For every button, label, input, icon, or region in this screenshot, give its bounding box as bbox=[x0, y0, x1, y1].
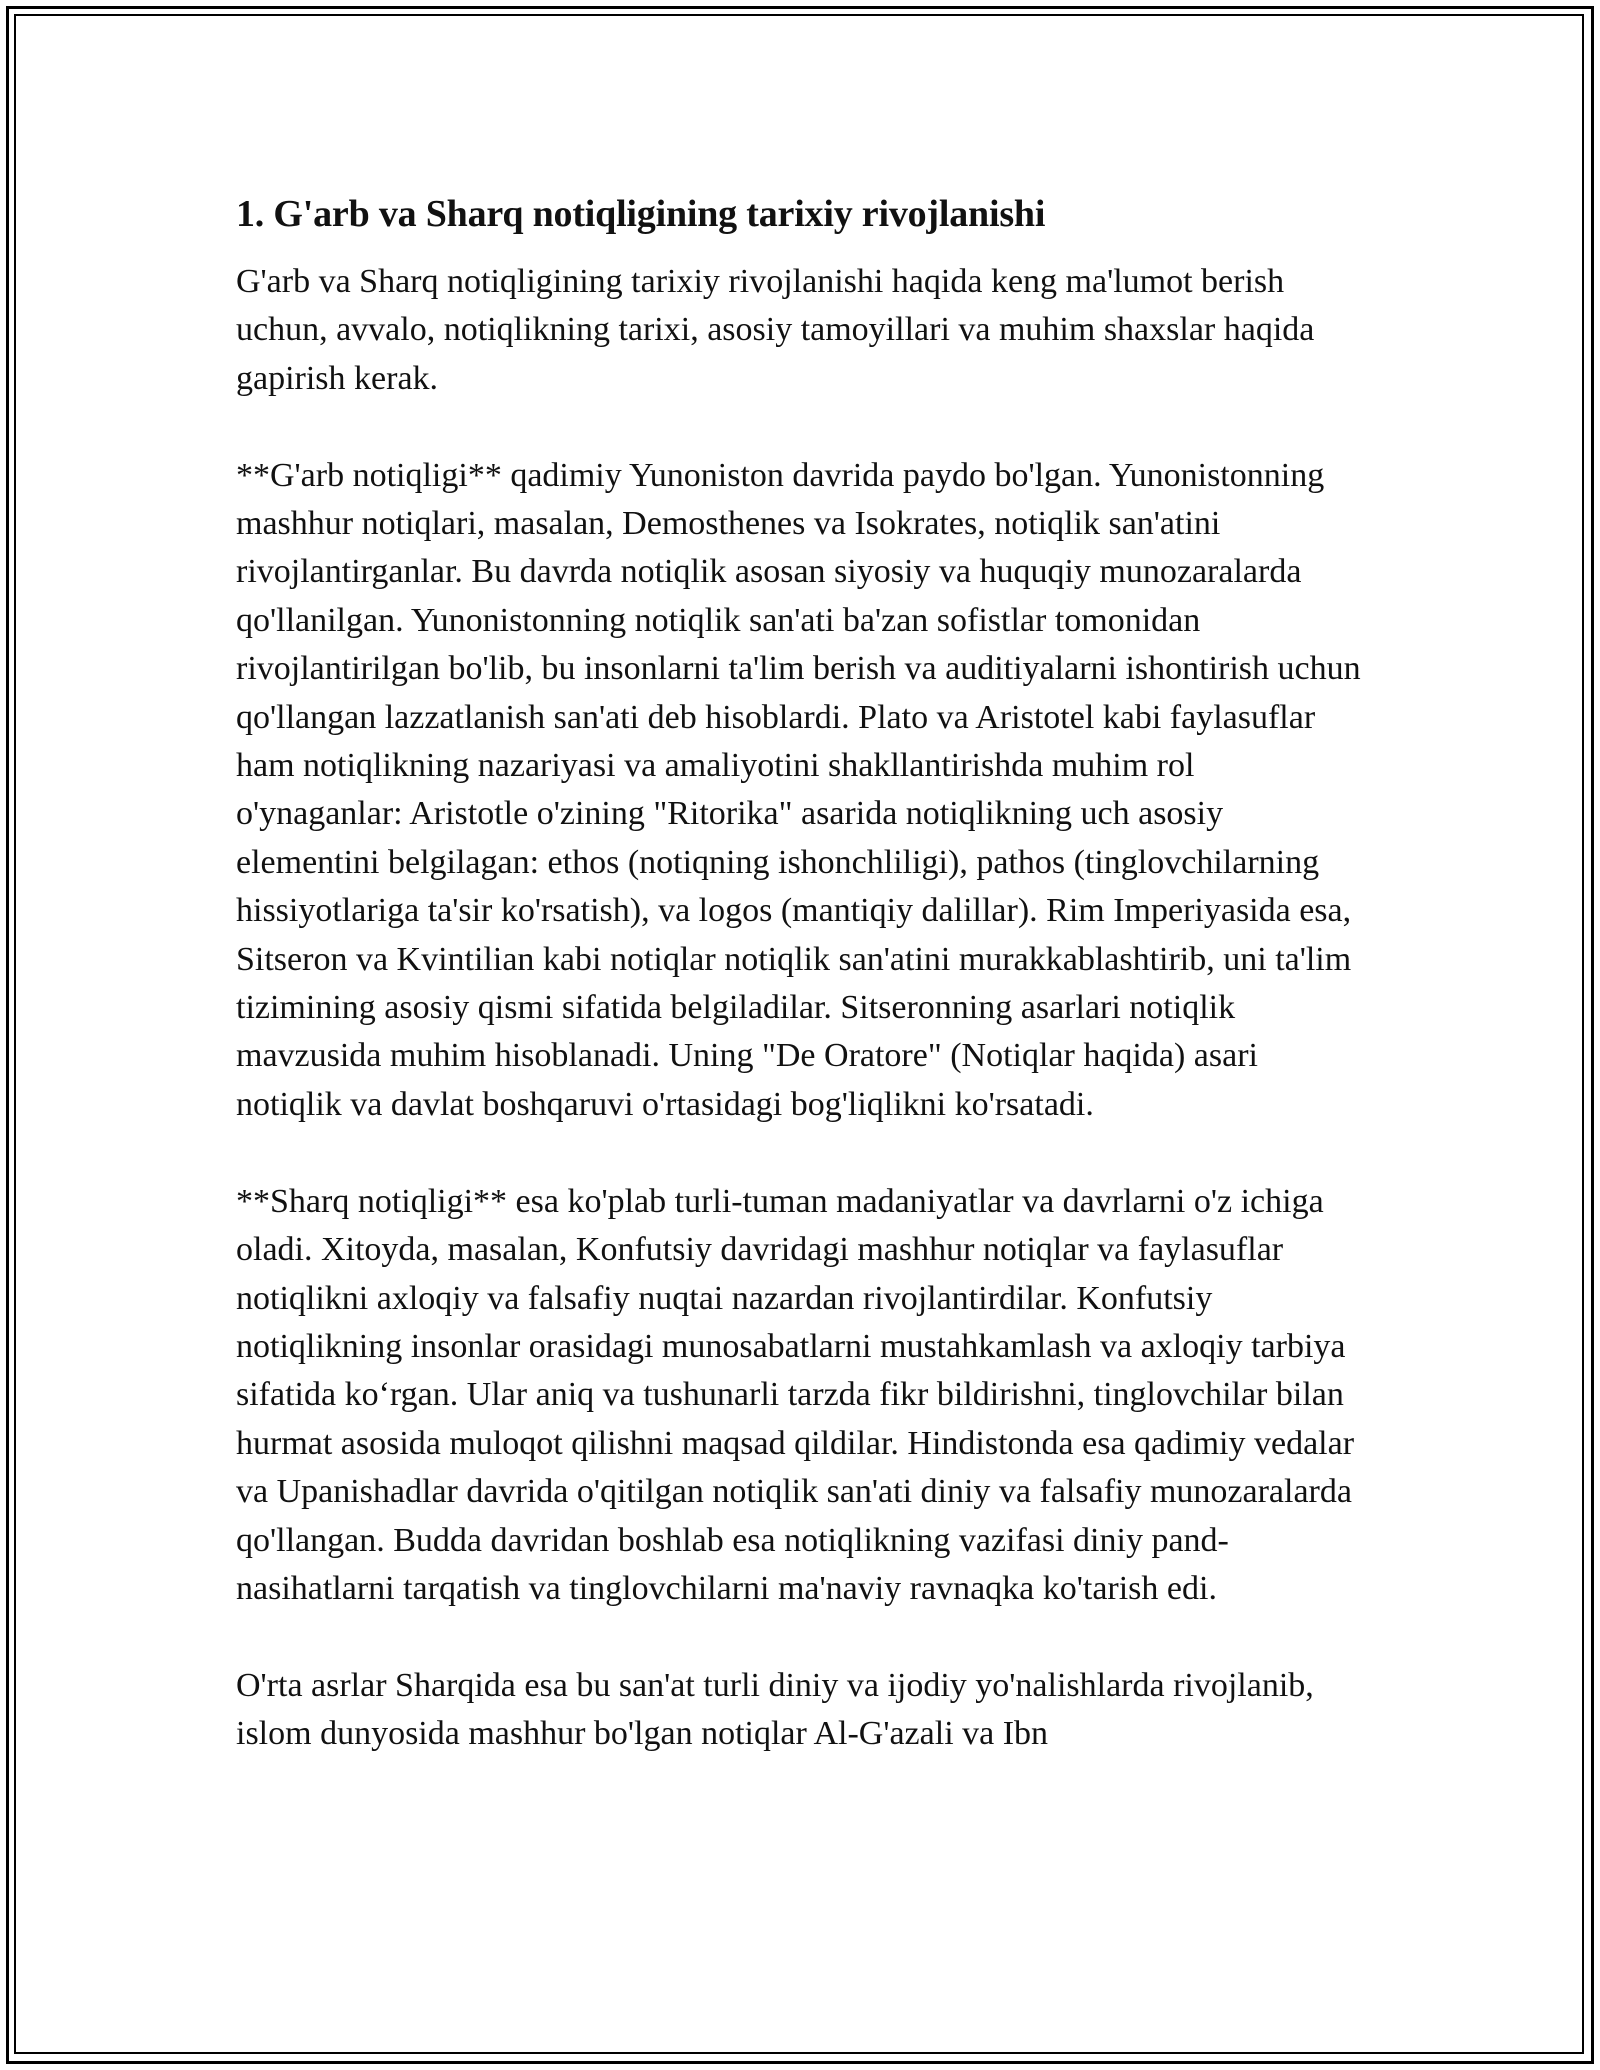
paragraph-medieval-east: O'rta asrlar Sharqida esa bu san'at turli diniy va ijodiy yo'nalishlarda rivojlanib, islom dunyosida mashhur bo'lgan notiqlar Al-G'azali va Ibn bbox=[236, 1666, 1314, 1753]
paragraph-eastern-oratory: **Sharq notiqligi** esa ko'plab turli-tuman madaniyatlar va davrlarni o'z ichiga oladi. Xitoyda, masalan, Konfutsiy davridagi mashhur notiqlar va faylasuflar notiqlikni axloqiy va falsafiy nuqtai nazardan rivojlantirdilar. Konfutsiy notiqlikning insonlar orasidagi munosabatlarni mustahkamlash va axloqiy tarbiya sifatida ko‘rgan. Ular aniq va tushunarli tarzda fikr bildirishni, tinglovchilar bilan hurmat asosida muloqot qilishni maqsad qildilar. Hindistonda esa qadimiy vedalar va Upanishadlar davrida o'qitilgan notiqlik san'ati diniy va falsafiy munozaralarda qo'llangan. Budda davridan boshlab esa notiqlikning vazifasi diniy pand-nasihatlarni tarqatish va tinglovchilarni ma'naviy ravnaqka ko'tarish edi. bbox=[236, 1182, 1355, 1607]
section-heading: 1. G'arb va Sharq notiqligining tarixiy rivojlanishi bbox=[236, 193, 1046, 235]
paragraph-western-oratory: **G'arb notiqligi** qadimiy Yunoniston davrida paydo bo'lgan. Yunonistonning mashhur notiqlari, masalan, Demosthenes va Isokrates, notiqlik san'atini rivojlantirganlar. Bu davrda notiqlik asosan siyosiy va huquqiy munozaralarda qo'llanilgan. Yunonistonning notiqlik san'ati ba'zan sofistlar tomonidan rivojlantirilgan bo'lib, bu insonlarni ta'lim berish va auditiyalarni ishontirish uchun qo'llangan lazzatlanish san'ati deb hisoblardi. Plato va Aristotel kabi faylasuflar ham notiqlikning nazariyasi va amaliyotini shakllantirishda muhim rol o'ynaganlar: Aristotle o'zining "Ritorika" asarida notiqlikning uch asosiy elementini belgilagan: ethos (notiqning ishonchliligi), pathos (tinglovchilarning hissiyotlariga ta'sir ko'rsatish), va logos (mantiqiy dalillar). Rim Imperiyasida esa, Sitseron va Kvintilian kabi notiqlar notiqlik san'atini murakkablashtirib, uni ta'lim tizimining asosiy qismi sifatida belgiladilar. Sitseronning asarlari notiqlik mavzusida muhim hisoblanadi. Uning "De Oratore" (Notiqlar haqida) asari notiqlik va davlat boshqaruvi o'rtasidagi bog'liqlikni ko'rsatadi. bbox=[236, 456, 1361, 1123]
document-body bbox=[236, 188, 1366, 1759]
paragraph-intro: G'arb va Sharq notiqligining tarixiy rivojlanishi haqida keng ma'lumot berish uchun, avvalo, notiqlikning tarixi, asosiy tamoyillari va muhim shaxslar haqida gapirish kerak. bbox=[236, 263, 1315, 397]
